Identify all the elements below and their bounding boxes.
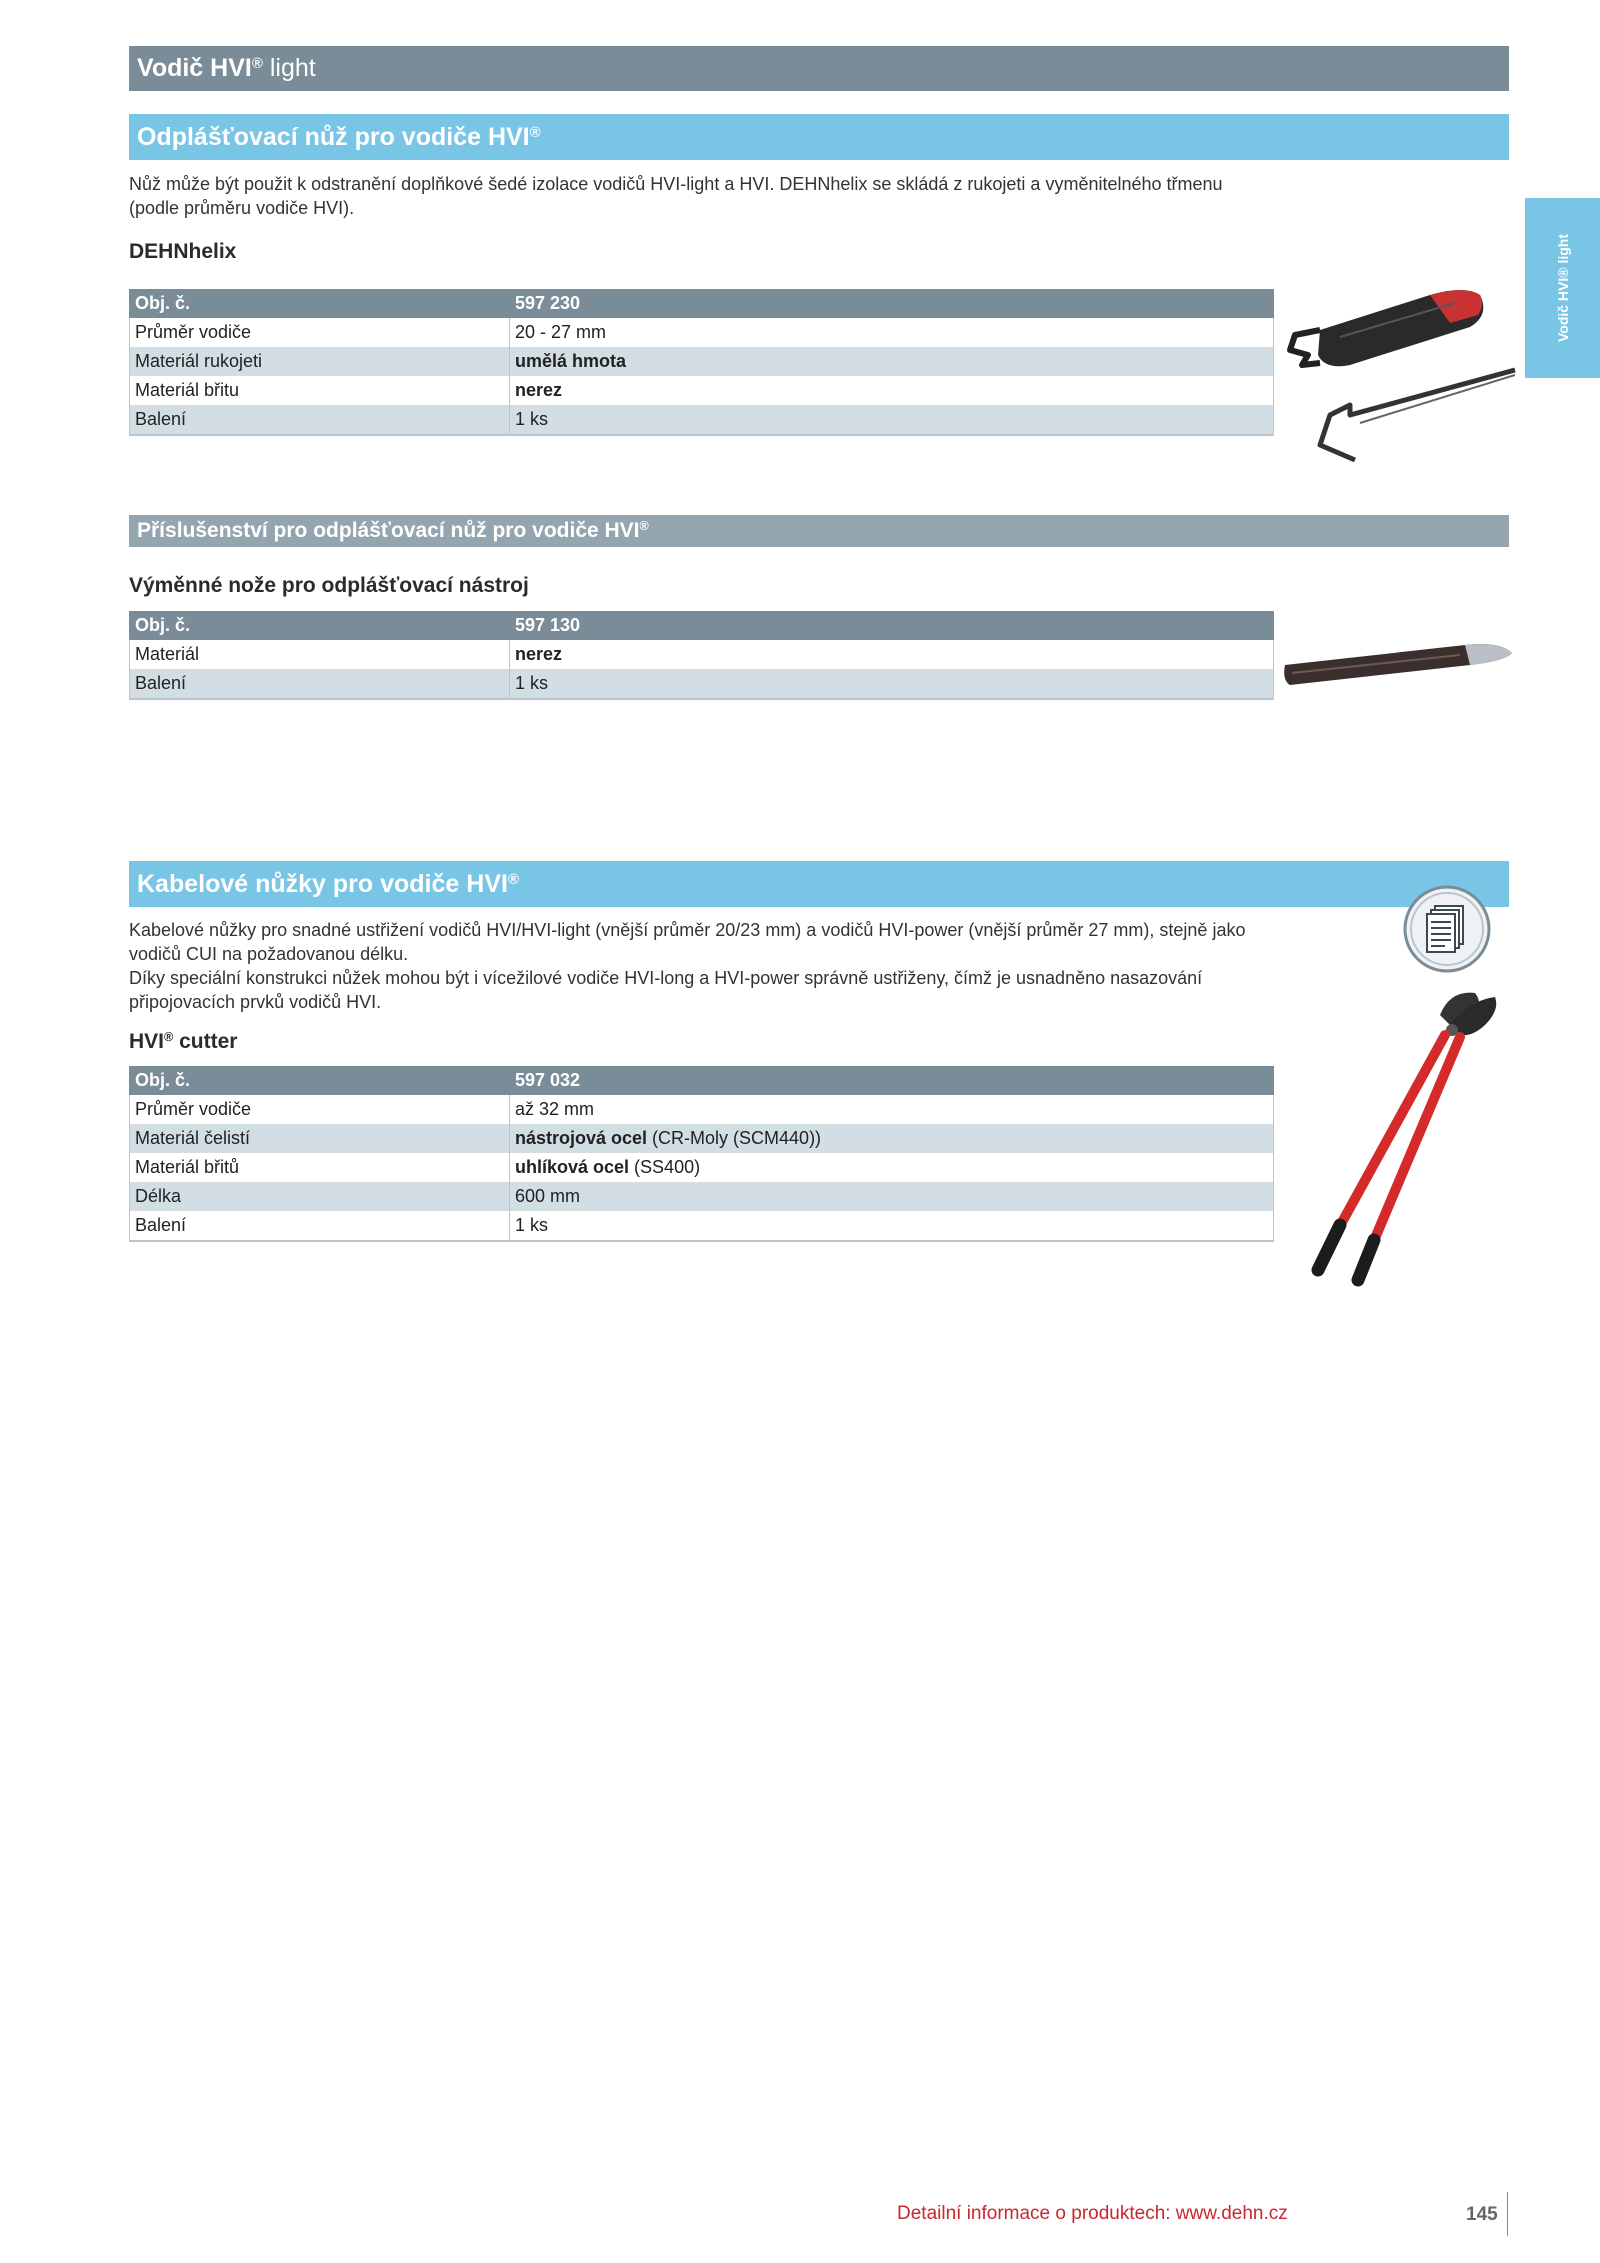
section-description: Nůž může být použit k odstranění doplňkové šedé izolace vodičů HVI-light a HVI. DEHNhelix se skládá z rukojeti a vyměnitelného třmenu (podle průměru vodiče HVI). — [129, 174, 1223, 218]
dehnhelix-tool-image — [1280, 265, 1520, 480]
table-header-row: Obj. č. 597 130 — [130, 611, 1274, 640]
table-row: Balení 1 ks — [130, 405, 1274, 435]
order-number: 597 130 — [510, 611, 1274, 640]
document-icon[interactable] — [1402, 884, 1492, 974]
product-name: HVI® cutter — [129, 1030, 238, 1053]
page-header-bar: Vodič HVI® light — [129, 46, 1509, 91]
table-row: Průměr vodiče až 32 mm — [130, 1095, 1274, 1124]
replacement-blade-image — [1280, 635, 1515, 695]
table-row: Délka 600 mm — [130, 1182, 1274, 1211]
section-title-cable-cutter: Kabelové nůžky pro vodiče HVI® — [129, 861, 1509, 907]
side-tab[interactable] — [1525, 198, 1600, 378]
footer-link[interactable]: Detailní informace o produktech: www.dehn.cz — [897, 2203, 1288, 2224]
order-number: 597 230 — [510, 289, 1274, 318]
table-row: Materiál břitu nerez — [130, 376, 1274, 405]
hvi-cutter-image — [1300, 985, 1510, 1290]
table-row: Materiál rukojeti umělá hmota — [130, 347, 1274, 376]
spec-table-blades — [129, 611, 1274, 700]
table-row: Materiál břitů uhlíková ocel (SS400) — [130, 1153, 1274, 1182]
page-number: 145 — [1466, 2204, 1498, 2225]
table-row: Průměr vodiče 20 - 27 mm — [130, 318, 1274, 347]
section-title-stripping-knife: Odplášťovací nůž pro vodiče HVI® — [129, 114, 1509, 160]
table-row: Balení 1 ks — [130, 669, 1274, 699]
spec-table-hvi-cutter — [129, 1066, 1274, 1242]
side-tab-label: Vodič HVI® light — [1554, 233, 1571, 343]
section-description: Kabelové nůžky pro snadné ustřižení vodičů HVI/HVI-light (vnější průměr 20/23 mm) a vodičů HVI-power (vnější průměr 27 mm), stejně jako vodičů CUI na požadovanou délku. Díky speciální konstrukci nůžek mohou být i vícežilové vodiče HVI-long a HVI-power správně ustřiženy, čímž je usnadněno nasazování připojovacích prvků vodičů HVI. — [129, 920, 1246, 1012]
table-row: Materiál nerez — [130, 640, 1274, 669]
table-row: Balení 1 ks — [130, 1211, 1274, 1241]
spec-table-dehnhelix — [129, 289, 1274, 436]
order-number: 597 032 — [510, 1066, 1274, 1095]
table-header-row: Obj. č. 597 230 — [130, 289, 1274, 318]
page-header-title: Vodič HVI — [137, 54, 252, 82]
footer-divider — [1507, 2192, 1508, 2236]
product-name: Výměnné nože pro odplášťovací nástroj — [129, 574, 529, 597]
product-name: DEHNhelix — [129, 240, 237, 263]
table-header-row: Obj. č. 597 032 — [130, 1066, 1274, 1095]
table-row: Materiál čelistí nástrojová ocel (CR-Moly (SCM440)) — [130, 1124, 1274, 1153]
section-title-accessories: Příslušenství pro odplášťovací nůž pro vodiče HVI® — [129, 515, 1509, 547]
